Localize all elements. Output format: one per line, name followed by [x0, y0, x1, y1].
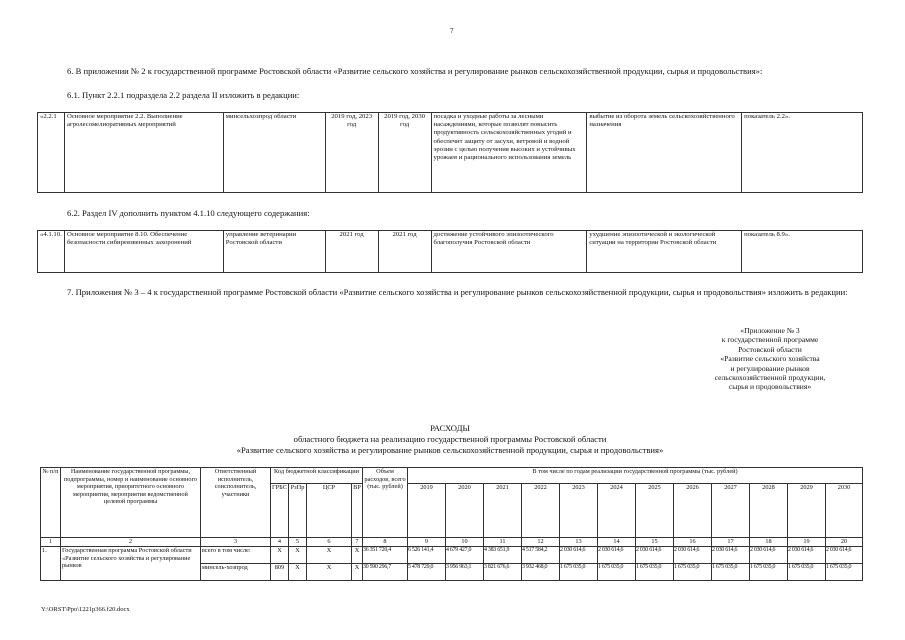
header-year: 2030 [826, 484, 863, 538]
colnum: 14 [598, 538, 636, 547]
row-value: 2 030 614,6 [674, 547, 712, 564]
doc-subtitle-1: областного бюджета на реализацию государственной программы Ростовской области [293, 434, 607, 444]
header-name: Наименование государственной программы, подпрограммы, номер и наименование основного мероприятия, приоритетного основного мероприятия, мероприятия ведомственной целевой программы [61, 468, 201, 538]
appendix-line: сырья и продовольствия» [728, 382, 812, 392]
row-value: 2 030 614,6 [826, 547, 863, 564]
colnum: 10 [446, 538, 484, 547]
colnum: 19 [788, 538, 826, 547]
expenses-table [40, 467, 863, 581]
header-year: 2028 [750, 484, 788, 538]
colnum: 2 [61, 538, 201, 547]
row-value: 2 030 614,6 [598, 547, 636, 564]
row-rzpr: X [289, 547, 307, 564]
header-budget-code: Код бюджетной классификации [271, 468, 363, 484]
header-rzpr: РзПр [289, 484, 307, 538]
header-year: 2025 [636, 484, 674, 538]
cell-end: 2021 год [378, 231, 431, 273]
row-value: 3 932 468,0 [522, 564, 560, 581]
doc-title: РАСХОДЫ [430, 423, 470, 433]
row-value: 1 675 035,0 [712, 564, 750, 581]
colnum: 20 [826, 538, 863, 547]
cell-indicator: показатель 2.2». [742, 113, 863, 193]
row-value: 2 030 614,6 [788, 547, 826, 564]
colnum: 9 [408, 538, 446, 547]
colnum: 8 [363, 538, 408, 547]
row-value: 1 675 035,0 [598, 564, 636, 581]
cell-result: посадка и уходные работы за лесными насаждениями, которые позволят повысить продуктивность сельскохозяйственных угодий и обеспечит защиту от засухи, ветровой и водной эрозии с целью получения высоких и устойчивых урожаев и рационального использования земель [431, 113, 587, 193]
colnum: 3 [201, 538, 271, 547]
paragraph-6: 6. В приложении № 2 к государственной программе Ростовской области «Развитие сельского хозяйства и регулирование рынков сельскохозяйственной продукции, сырья и продовольствия»: [67, 66, 763, 76]
header-year: 2023 [560, 484, 598, 538]
header-year: 2021 [484, 484, 522, 538]
row-name: Государственная программа Ростовской области «Развитие сельского хозяйства и регулирование рынков [61, 547, 201, 581]
appendix-line: к государственной программе [721, 335, 819, 345]
cell-executor: минсельхозпрод области [223, 113, 325, 193]
row-value: 1 675 035,0 [674, 564, 712, 581]
row-value: 3 821 676,6 [484, 564, 522, 581]
colnum: 5 [289, 538, 307, 547]
colnum: 1 [41, 538, 61, 547]
cell-result: достижение устойчивого эпизоотического благополучия Ростовской области [431, 231, 587, 273]
header-executor: Ответственный исполнитель, соисполнитель, участники [201, 468, 271, 538]
row-value: 1 675 035,0 [560, 564, 598, 581]
colnum: 13 [560, 538, 598, 547]
appendix-line: сельскохозяйственной продукции, [714, 373, 826, 383]
row-grbs: 809 [271, 564, 289, 581]
row-value: 3 956 963,1 [446, 564, 484, 581]
header-csr: ЦСР [307, 484, 352, 538]
row-value: 2 030 614,6 [750, 547, 788, 564]
colnum: 6 [307, 538, 352, 547]
header-year: 2026 [674, 484, 712, 538]
colnum: 18 [750, 538, 788, 547]
cell-consequence: выбытие из оборота земель сельскохозяйственного назначения [587, 113, 742, 193]
row-value: 5 478 729,0 [408, 564, 446, 581]
row-value: 4 517 584,2 [522, 547, 560, 564]
header-year: 2029 [788, 484, 826, 538]
colnum: 17 [712, 538, 750, 547]
paragraph-6-1: 6.1. Пункт 2.2.1 подраздела 2.2 раздела II изложить в редакции: [67, 90, 300, 100]
header-year: 2024 [598, 484, 636, 538]
row-vr: X [352, 564, 363, 581]
row-value: 1 675 035,0 [750, 564, 788, 581]
colnum: 16 [674, 538, 712, 547]
row-value: 2 030 614,6 [636, 547, 674, 564]
paragraph-6-2: 6.2. Раздел IV дополнить пунктом 4.1.10 следующего содержания: [67, 208, 310, 218]
header-years-group: В том числе по годам реализации государственной программы (тыс. рублей) [408, 468, 863, 484]
appendix-line: «Приложение № 3 [740, 326, 800, 335]
row-executor: всего в том числе: [201, 547, 271, 564]
cell-end: 2019 год, 2030 год [378, 113, 431, 193]
row-value: 6 526 141,4 [408, 547, 446, 564]
row-value: 1 675 035,0 [826, 564, 863, 581]
row-value: 1 675 035,0 [788, 564, 826, 581]
appendix-line: и регулирование рынков [730, 363, 810, 373]
row-value: 1 675 035,0 [636, 564, 674, 581]
row-value: 4 383 651,9 [484, 547, 522, 564]
cell-start: 2021 год [325, 231, 378, 273]
row-num: 1. [41, 547, 61, 581]
row-grbs: X [271, 547, 289, 564]
colnum: 11 [484, 538, 522, 547]
header-vr: ВР [352, 484, 363, 538]
colnum: 4 [271, 538, 289, 547]
row-executor: минсель-хозпрод [201, 564, 271, 581]
row-csr: X [307, 547, 352, 564]
colnum: 12 [522, 538, 560, 547]
header-year: 2019 [408, 484, 446, 538]
column-numbers-row [41, 538, 863, 547]
header-num: № п/п [41, 468, 61, 538]
cell-num: «4.1.10. [38, 231, 65, 273]
cell-name: Основное мероприятие 8.10. Обеспечение безопасности сибиреязвенных захоронений [64, 231, 223, 273]
activity-table-4-1-10 [37, 230, 863, 273]
cell-start: 2019 год, 2023 год [325, 113, 378, 193]
cell-name: Основное мероприятие 2.2. Выполнение агролесомелиоративных мероприятий [64, 113, 223, 193]
paragraph-7: 7. Приложения № 3 – 4 к государственной программе Ростовской области «Развитие сельского хозяйства и регулирование рынков сельскохозяйственной продукции, сырья и продовольствия» изложить в редакции: [67, 287, 848, 297]
doc-subtitle-2: «Развитие сельского хозяйства и регулирование рынков сельскохозяйственной продукции, сырья и продовольствия» [236, 445, 664, 455]
appendix-line: Ростовской области [738, 344, 802, 354]
row-total: 36 351 720,4 [363, 547, 408, 564]
row-total: 30 590 296,7 [363, 564, 408, 581]
row-value: 2 030 614,6 [712, 547, 750, 564]
colnum: 7 [352, 538, 363, 547]
cell-num: «2.2.1 [38, 113, 65, 193]
table-row [41, 547, 863, 564]
header-total: Объем расходов, всего (тыс. рублей) [363, 468, 408, 538]
header-year: 2027 [712, 484, 750, 538]
row-csr: X [307, 564, 352, 581]
cell-consequence: ухудшение эпизоотической и экологической ситуации на территории Ростовской области [587, 231, 742, 273]
page-number: 7 [450, 27, 454, 35]
appendix-header [690, 326, 850, 392]
footer-filepath: Y:\ORST\Ppo\1221p366.f20.docx [41, 606, 130, 613]
cell-executor: управление ветеринарии Ростовской области [223, 231, 325, 273]
header-year: 2022 [522, 484, 560, 538]
activity-table-2-2-1 [37, 112, 863, 193]
header-year: 2020 [446, 484, 484, 538]
row-value: 2 030 614,6 [560, 547, 598, 564]
header-grbs: ГРБС [271, 484, 289, 538]
appendix-line: «Развитие сельского хозяйства [720, 354, 820, 364]
row-vr: X [352, 547, 363, 564]
row-value: 4 679 427,0 [446, 547, 484, 564]
colnum: 15 [636, 538, 674, 547]
row-rzpr: X [289, 564, 307, 581]
cell-indicator: показатель 8.9». [742, 231, 863, 273]
